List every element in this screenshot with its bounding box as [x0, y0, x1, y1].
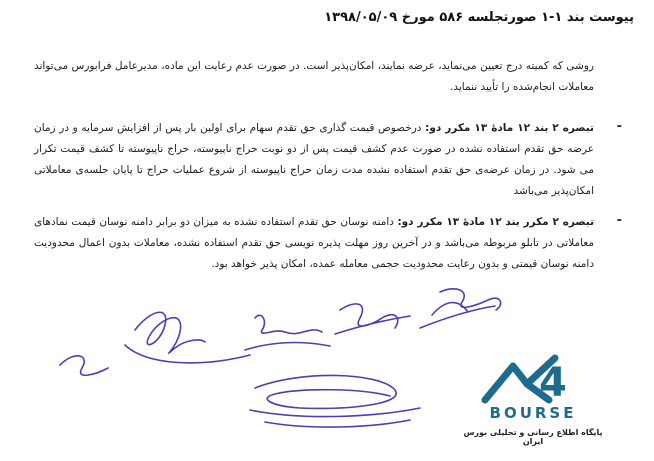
- bullet-marker: -: [616, 119, 622, 134]
- signature-1: [135, 312, 205, 353]
- signature-4: [420, 306, 495, 328]
- bourse-logo-text: BOURSE: [489, 404, 577, 422]
- signature-5: [250, 408, 420, 417]
- paragraph-note-2-repeat: [34, 212, 594, 275]
- signature-5: [255, 375, 396, 408]
- note-2-repeat-heading: تبصره ۲ مکرر بند ۱۲ مادهٔ ۱۳ مکرر دو:: [397, 216, 595, 228]
- signature-5: [265, 420, 410, 427]
- paragraph-intro-text: روشی که کمیته درج تعیین می‌نماید، عرضه نمایند، امکان‌پذیر است. در صورت عدم رعایت این ماده، مدیرعامل فرابورس می‌تواند معاملات انجام‌شده را تأیید ننماید.: [34, 60, 594, 93]
- note-2-heading: تبصره ۲ بند ۱۲ مادهٔ ۱۳ مکرر دو:: [425, 122, 595, 134]
- bourse-logo-subtitle: پایگاه اطلاع رسانی و تحلیلی بورس ایران: [463, 428, 603, 446]
- signature-6: [60, 356, 108, 375]
- attachment-title: پیوست بند ۱-۱ صورتجلسه ۵۸۶ مورخ ۱۳۹۸/۰۵/۰۹: [324, 10, 634, 25]
- note-2-repeat-text: دامنه نوسان حق تقدم استفاده نشده به میزان دو برابر دامنه نوسان قیمت نمادهای معاملاتی در تابلو مربوطه می‌باشد و در آخرین روز مهلت پذیره نویسی حق تقدم استفاده نشده، معاملات بدون اعمال محدودیت دامنه نوسان قیمتی و بدون رعایت محدودیت حجمی معامله عمده، امکان پذیر خواهد بود.: [34, 216, 594, 270]
- svg-text:4: 4: [539, 360, 567, 406]
- signature-1: [125, 345, 250, 363]
- signature-3: [335, 316, 410, 334]
- signature-2: [255, 315, 322, 333]
- paragraph-intro: [34, 56, 594, 98]
- bullet-marker: -: [616, 213, 622, 228]
- paragraph-note-2: [34, 118, 594, 202]
- note-2-text: درخصوص قیمت گذاری حق تقدم سهام برای اولین بار پس از افزایش سرمایه و در زمان عرضه حق تقدم استفاده نشده در صورت عدم کشف قیمت پس از دو نوبت حراج ناپیوسته، حراج ناپیوسته تا کشف قیمت تکرار می شود. در زمان عرضه‌ی حق تقدم استفاده نشده مدت زمان حراج ناپیوسته از شروع عملیات حراج تا پایان جلسه‌ی معاملاتی امکان‌پذیر می‌باشد: [34, 122, 594, 197]
- signature-2: [245, 343, 330, 350]
